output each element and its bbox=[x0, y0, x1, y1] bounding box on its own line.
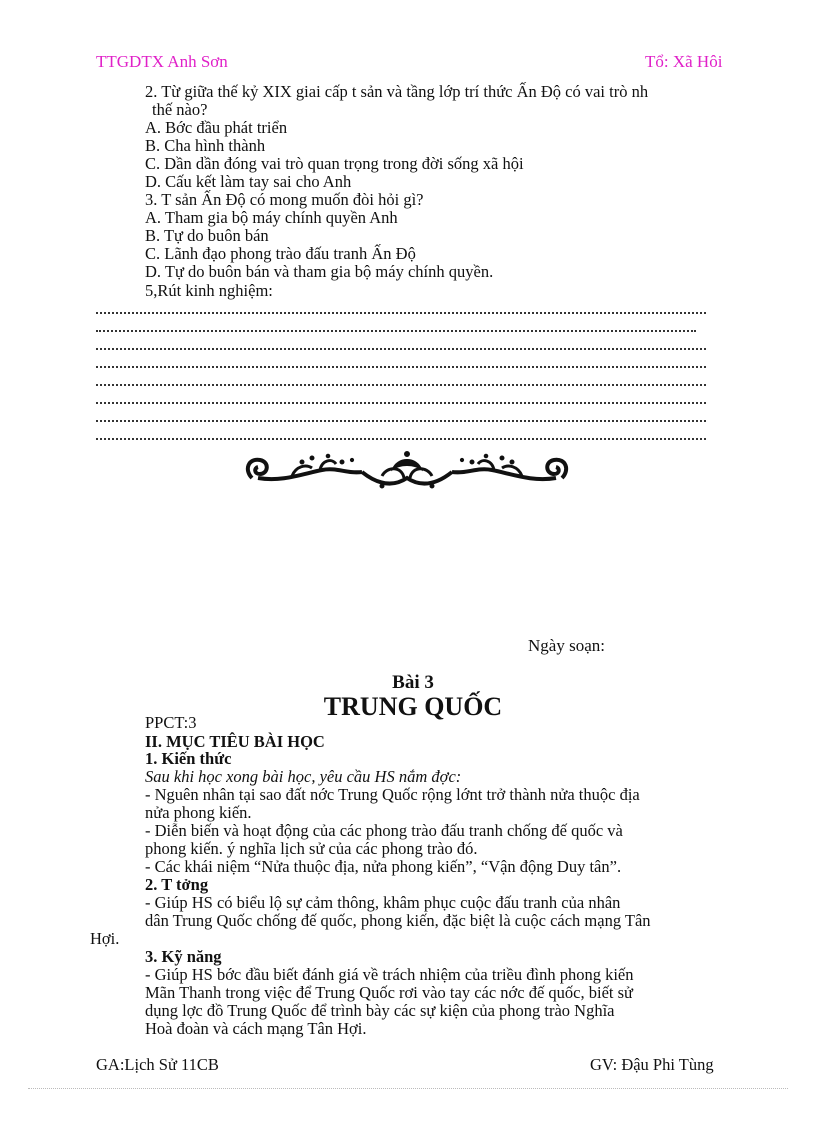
skill-item-line-2: Mãn Thanh trong việc để Trung Quốc rơi vào tay các nớc đế quốc, biết sử bbox=[145, 983, 633, 1002]
footer-left: GA:Lịch Sử 11CB bbox=[96, 1055, 219, 1074]
date-label: Ngày soạn: bbox=[528, 636, 605, 655]
question-2-line-2: thế nào? bbox=[152, 100, 208, 119]
experience-heading: 5,Rút kinh nghiệm: bbox=[145, 281, 273, 300]
question-3: 3. T sản Ấn Độ có mong muốn đòi hỏi gì? bbox=[145, 190, 424, 209]
thought-item-line-2: dân Trung Quốc chống đế quốc, phong kiến, đặc biệt là cuộc cách mạng Tân bbox=[145, 911, 651, 930]
page-bottom-rule bbox=[28, 1088, 788, 1089]
thought-heading: 2. T tởng bbox=[145, 875, 209, 894]
question-3-option-d: D. Tự do buôn bán và tham gia bộ máy chính quyền. bbox=[145, 262, 494, 281]
ppct-label: PPCT:3 bbox=[145, 713, 197, 732]
knowledge-item-1-line-2: nửa phong kiến. bbox=[145, 803, 252, 822]
skill-item-line-4: Hoà đoàn và cách mạng Tân Hợi. bbox=[145, 1019, 367, 1038]
question-3-option-c: C. Lãnh đạo phong trào đấu tranh Ấn Độ bbox=[145, 244, 416, 263]
question-2-option-a: A. Bớc đầu phát triển bbox=[145, 118, 288, 137]
knowledge-item-2-line-1: - Diễn biến và hoạt động của các phong trào đấu tranh chống đế quốc và bbox=[145, 821, 623, 840]
header-left: TTGDTX Anh Sơn bbox=[96, 52, 228, 71]
lesson-title: TRUNG QUỐC bbox=[323, 692, 503, 721]
question-3-option-a: A. Tham gia bộ máy chính quyền Anh bbox=[145, 208, 398, 227]
lesson-number: Bài 3 bbox=[392, 672, 434, 693]
dotted-line bbox=[96, 312, 706, 314]
skill-heading: 3. Kỹ năng bbox=[145, 947, 222, 966]
dotted-line bbox=[96, 366, 706, 368]
knowledge-item-2-line-2: phong kiến. ý nghĩa lịch sử của các phong trào đó. bbox=[145, 839, 478, 858]
objectives-heading: II. MỤC TIÊU BÀI HỌC bbox=[145, 732, 325, 751]
footer-right: GV: Đậu Phi Tùng bbox=[590, 1055, 714, 1074]
skill-item-line-1: - Giúp HS bớc đầu biết đánh giá về trách nhiệm của triều đình phong kiến bbox=[145, 965, 634, 984]
dotted-line bbox=[96, 438, 706, 440]
header-right: Tổ: Xã Hôi bbox=[645, 52, 723, 71]
ornament-divider-icon bbox=[242, 448, 572, 496]
dotted-line bbox=[96, 420, 706, 422]
knowledge-intro: Sau khi học xong bài học, yêu cầu HS nắm đợc: bbox=[145, 767, 462, 786]
thought-item-line-1: - Giúp HS có biểu lộ sự cảm thông, khâm phục cuộc đấu tranh của nhân bbox=[145, 893, 621, 912]
knowledge-item-3: - Các khái niệm “Nửa thuộc địa, nửa phong kiến”, “Vận động Duy tân”. bbox=[145, 857, 622, 876]
thought-item-line-3: Hợi. bbox=[90, 929, 120, 948]
dotted-line bbox=[96, 384, 706, 386]
knowledge-heading: 1. Kiến thức bbox=[145, 749, 232, 768]
question-2-option-d: D. Cấu kết làm tay sai cho Anh bbox=[145, 172, 352, 191]
dotted-line bbox=[96, 402, 706, 404]
dotted-line bbox=[96, 330, 696, 332]
dotted-line bbox=[96, 348, 706, 350]
question-2-line-1: 2. Từ giữa thế kỷ XIX giai cấp t sản và tầng lớp trí thức Ấn Độ có vai trò nh bbox=[145, 82, 649, 101]
question-2-option-b: B. Cha hình thành bbox=[145, 136, 266, 155]
skill-item-line-3: dụng lợc đồ Trung Quốc để trình bày các sự kiện của phong trào Nghĩa bbox=[145, 1001, 615, 1020]
knowledge-item-1-line-1: - Nguên nhân tại sao đất nớc Trung Quốc rộng lớnt trở thành nửa thuộc địa bbox=[145, 785, 640, 804]
question-2-option-c: C. Dần dần đóng vai trò quan trọng trong đời sống xã hội bbox=[145, 154, 524, 173]
question-3-option-b: B. Tự do buôn bán bbox=[145, 226, 269, 245]
